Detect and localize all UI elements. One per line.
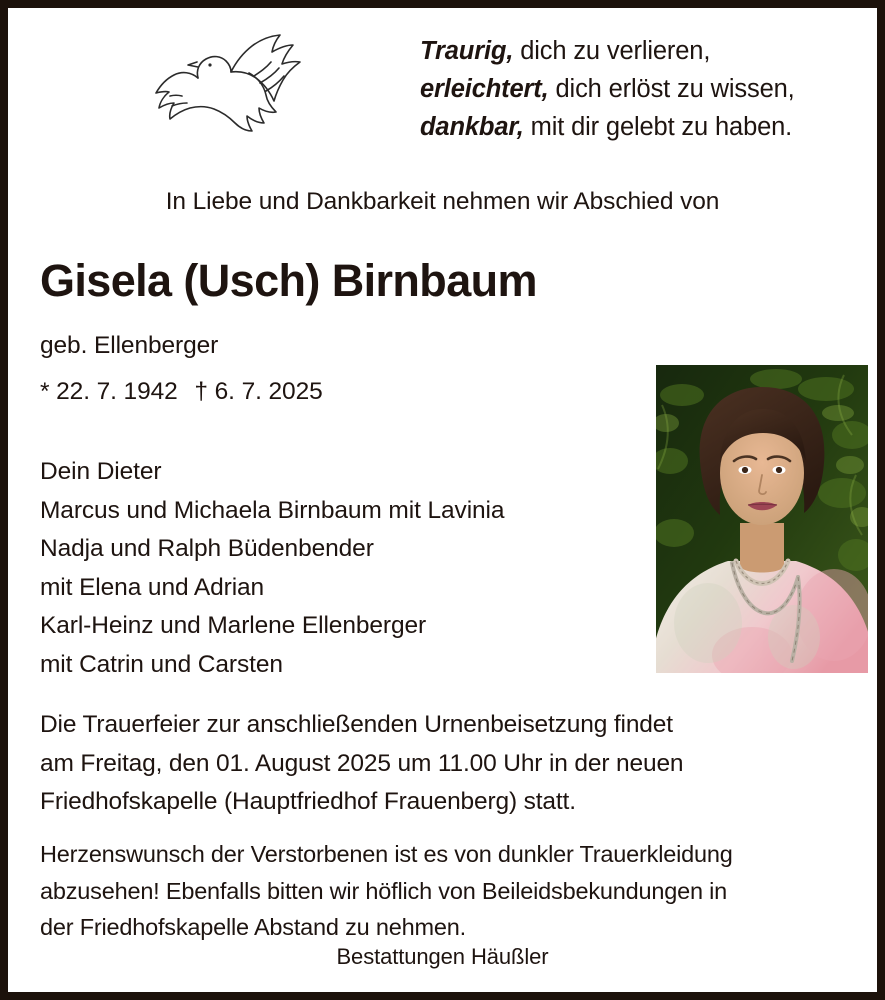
survivor-line: mit Catrin und Carsten (40, 650, 283, 678)
service-details (40, 706, 860, 822)
survivors-list (40, 453, 640, 684)
survivor-line: mit Elena und Adrian (40, 573, 265, 601)
notice-inner (8, 8, 877, 992)
funeral-home: Bestattungen Häußler (336, 944, 549, 969)
portrait-photo (656, 365, 868, 673)
life-dates (40, 376, 323, 408)
request-line: Herzenswunsch der Verstorbenen ist es von dunkler Trauerkleidung (40, 841, 733, 867)
verse-line-3 (420, 108, 870, 146)
header-row (8, 8, 877, 160)
death-symbol: † (194, 378, 208, 405)
verse-emphasis-3: dankbar, (420, 113, 524, 141)
request-line: der Friedhofskapelle Abstand zu nehmen. (40, 914, 466, 940)
maiden-name: geb. Ellenberger (40, 332, 219, 359)
birth-date: 22. 7. 1942 (56, 378, 178, 405)
request-line: abzusehen! Ebenfalls bitten wir höflich von Beileidsbekundungen in (40, 877, 728, 904)
death-date: 6. 7. 2025 (214, 378, 323, 405)
verse-emphasis-2: erleichtert, (420, 75, 549, 103)
survivor-line: Nadja und Ralph Büdenbender (40, 535, 374, 562)
service-line: Die Trauerfeier zur anschließenden Urnenbeisetzung findet (40, 711, 673, 738)
verse-emphasis-1: Traurig, (420, 37, 514, 65)
verse-line-1 (420, 32, 870, 70)
service-line: am Freitag, den 01. August 2025 um 11.00 Uhr in der neuen (40, 749, 684, 777)
verse-rest-2: dich erlöst zu wissen, (548, 75, 795, 103)
deceased-name: Gisela (Usch) Birnbaum (40, 255, 537, 306)
verse-rest-1: dich zu verlieren, (513, 37, 711, 65)
memorial-verse (420, 32, 870, 146)
survivor-line: Marcus und Michaela Birnbaum mit Lavinia (40, 496, 505, 524)
request-note (40, 836, 870, 946)
survivor-line: Karl-Heinz und Marlene Ellenberger (40, 612, 427, 639)
service-line: Friedhofskapelle (Hauptfriedhof Frauenberg) statt. (40, 788, 576, 815)
verse-rest-3: mit dir gelebt zu haben. (523, 113, 793, 141)
intro-line: In Liebe und Dankbarkeit nehmen wir Abschied von (165, 188, 720, 215)
verse-line-2 (420, 70, 870, 108)
dove-icon (136, 26, 316, 144)
birth-symbol: * (40, 378, 50, 405)
survivor-line: Dein Dieter (40, 458, 162, 485)
